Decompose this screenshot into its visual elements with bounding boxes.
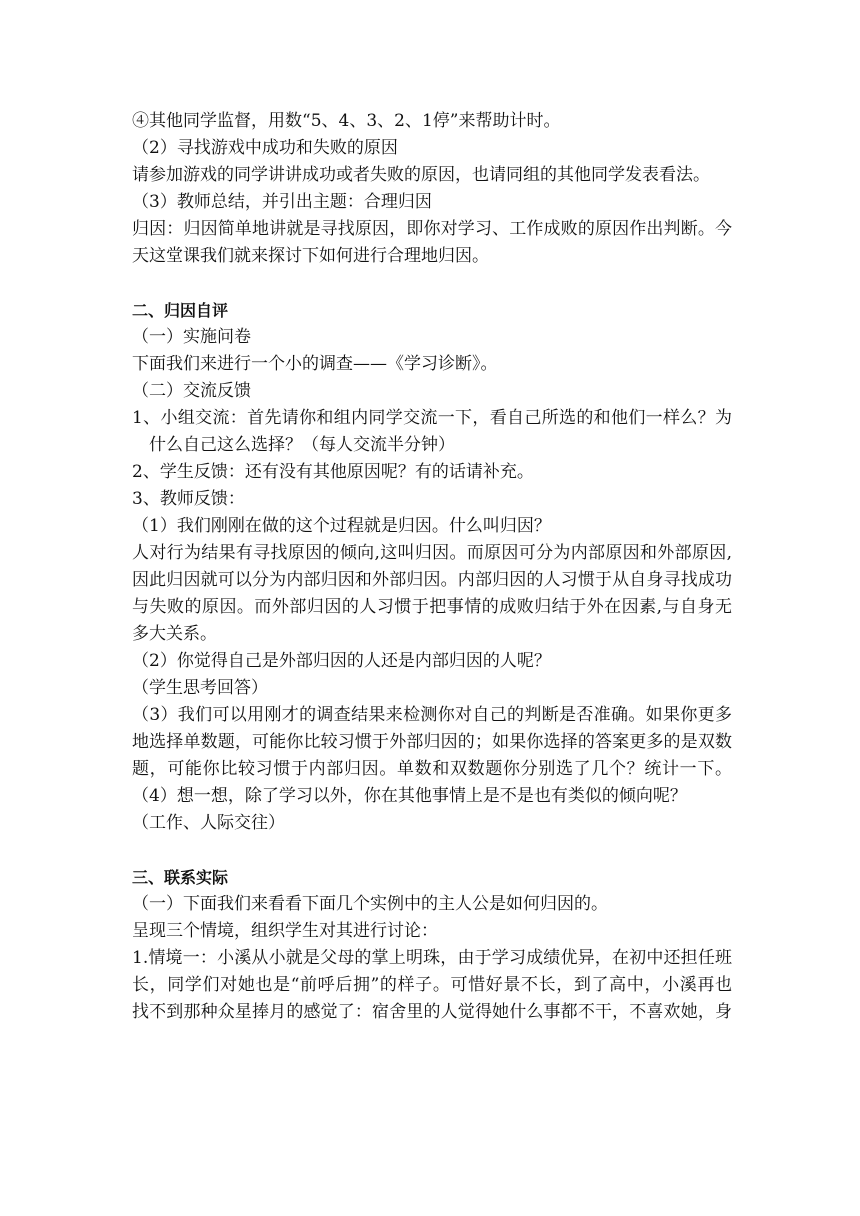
paragraph-line: 1、小组交流：首先请你和组内同学交流一下，看自己所选的和他们一样么？为 bbox=[132, 408, 732, 428]
paragraph-line: （学生思考回答） bbox=[132, 678, 268, 698]
paragraph-line: （二）交流反馈 bbox=[132, 381, 251, 401]
paragraph-line: 多大关系。 bbox=[132, 624, 217, 644]
paragraph-line: （3）我们可以用刚才的调查结果来检测你对自己的判断是否准确。如果你更多 bbox=[132, 705, 732, 725]
section-heading: 二、归因自评 bbox=[132, 301, 229, 320]
paragraph-line: 3、教师反馈： bbox=[132, 489, 245, 509]
blank-line bbox=[132, 270, 732, 297]
section-heading: 三、联系实际 bbox=[132, 868, 229, 887]
paragraph-line: 找不到那种众星捧月的感觉了：宿舍里的人觉得她什么事都不干，不喜欢她，身 bbox=[132, 1002, 732, 1022]
paragraph-line: 1.情境一：小溪从小就是父母的掌上明珠，由于学习成绩优异，在初中还担任班 bbox=[132, 948, 732, 968]
paragraph-line: 呈现三个情境，组织学生对其进行讨论： bbox=[132, 921, 438, 941]
paragraph-line: （工作、人际交往） bbox=[132, 813, 285, 833]
paragraph-line: 什么自己这么选择？（每人交流半分钟） bbox=[149, 435, 455, 455]
paragraph-line: 天这堂课我们就来探讨下如何进行合理地归因。 bbox=[132, 246, 489, 266]
blank-line bbox=[132, 837, 732, 864]
paragraph-line: 归因：归因简单地讲就是寻找原因，即你对学习、工作成败的原因作出判断。今 bbox=[132, 219, 732, 239]
paragraph-line: 下面我们来进行一个小的调查——《学习诊断》。 bbox=[132, 354, 498, 374]
paragraph-line: 与失败的原因。而外部归因的人习惯于把事情的成败归结于外在因素,与自身无 bbox=[132, 597, 732, 617]
paragraph-line: 2、学生反馈：还有没有其他原因呢？有的话请补充。 bbox=[132, 462, 534, 482]
paragraph-line: （3）教师总结，并引出主题：合理归因 bbox=[132, 192, 432, 212]
paragraph-line: （4）想一想，除了学习以外，你在其他事情上是不是也有类似的倾向呢？ bbox=[132, 786, 687, 806]
paragraph-line: 请参加游戏的同学讲讲成功或者失败的原因，也请同组的其他同学发表看法。 bbox=[132, 165, 710, 185]
paragraph-line: （一）下面我们来看看下面几个实例中的主人公是如何归因的。 bbox=[132, 894, 608, 914]
paragraph-line: （1）我们刚刚在做的这个过程就是归因。什么叫归因？ bbox=[132, 516, 551, 536]
paragraph-line: 题，可能你比较习惯于内部归因。单数和双数题你分别选了几个？统计一下。 bbox=[132, 759, 732, 779]
paragraph-line: （一）实施问卷 bbox=[132, 327, 251, 347]
paragraph-line: 长，同学们对她也是“前呼后拥”的样子。可惜好景不长，到了高中，小溪再也 bbox=[132, 975, 732, 995]
paragraph-line: 地选择单数题，可能你比较习惯于外部归因的；如果你选择的答案更多的是双数 bbox=[132, 732, 732, 752]
document-body bbox=[132, 108, 732, 1026]
paragraph-line: 人对行为结果有寻找原因的倾向,这叫归因。而原因可分为内部原因和外部原因, bbox=[132, 543, 732, 563]
paragraph-line: （2）你觉得自己是外部归因的人还是内部归因的人呢？ bbox=[132, 651, 551, 671]
paragraph-line: （2）寻找游戏中成功和失败的原因 bbox=[132, 138, 398, 158]
paragraph-line: ④其他同学监督，用数“5、4、3、2、1停”来帮助计时。 bbox=[132, 111, 561, 131]
paragraph-line: 因此归因就可以分为内部归因和外部归因。内部归因的人习惯于从自身寻找成功 bbox=[132, 570, 732, 590]
